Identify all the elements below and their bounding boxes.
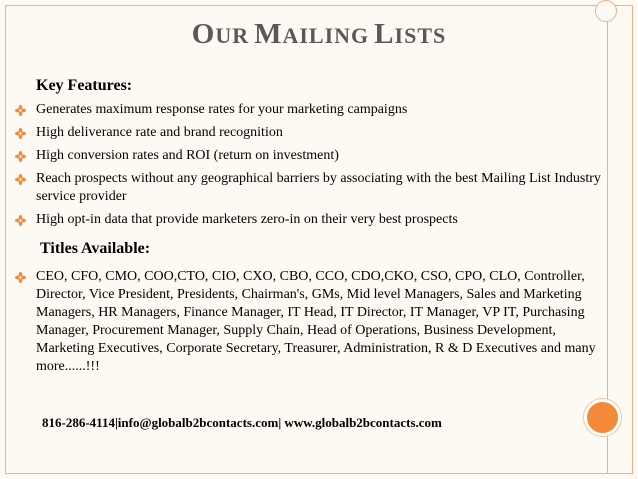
title-word-1-rest: UR [215,23,250,48]
title-word-2 [254,18,370,50]
titles-available-heading: Titles Available: [40,240,151,257]
orange-floral-bullet-icon [15,105,26,116]
contact-line: 816-286-4114|info@globalb2bcontacts.com| www.globalb2bcontacts.com [42,415,442,430]
orange-floral-bullet-icon [15,151,26,162]
list-item [15,147,615,165]
list-item [15,170,615,206]
key-feature-text: Generates maximum response rates for your marketing campaigns [36,102,408,117]
orange-floral-bullet-icon [15,272,26,283]
list-item [15,124,615,142]
decorative-circle-icon [595,0,617,22]
titles-text: CEO, CFO, CMO, COO,CTO, CIO, CXO, CBO, CCO, CDO,CKO, CSO, CPO, CLO, Controller, Director, Vice President, Presidents, Chairman's, GMs, Mid level Managers, Sales and Marketing Managers, HR Managers, Finance Manager, IT Head, IT Director, IT Manager, VP IT, Purchasing Manager, Procurement Manager, Supply Chain, Head of Operations, Business Development, Marketing Executives, Corporate Secretary, Treasurer, Administration, R & D Executives and many more......!!! [36,269,596,374]
titles-list [15,268,615,376]
list-item [15,101,615,119]
title-word-2-cap: M [254,18,283,50]
key-feature-text: Reach prospects without any geographical barriers by associating with the best Mailing List Industry service provider [36,171,601,204]
key-feature-text: High opt-in data that provide marketers zero-in on their very best prospects [36,212,458,227]
key-feature-text: High conversion rates and ROI (return on investment) [36,148,339,163]
orange-floral-bullet-icon [15,215,26,226]
orange-floral-bullet-icon [15,174,26,185]
orange-floral-bullet-icon [15,128,26,139]
slide-title [0,20,638,49]
title-word-3-rest: ISTS [394,23,447,48]
title-word-3 [374,18,447,50]
key-features-list [15,101,615,229]
list-item [15,268,615,376]
title-word-2-rest: AILING [282,23,370,48]
key-features-heading: Key Features: [36,77,133,94]
list-item [15,211,615,229]
orange-dot-icon [584,399,621,436]
title-word-1 [191,18,250,50]
title-word-1-cap: O [191,18,216,50]
title-word-3-cap: L [374,18,395,50]
key-feature-text: High deliverance rate and brand recognition [36,125,283,140]
